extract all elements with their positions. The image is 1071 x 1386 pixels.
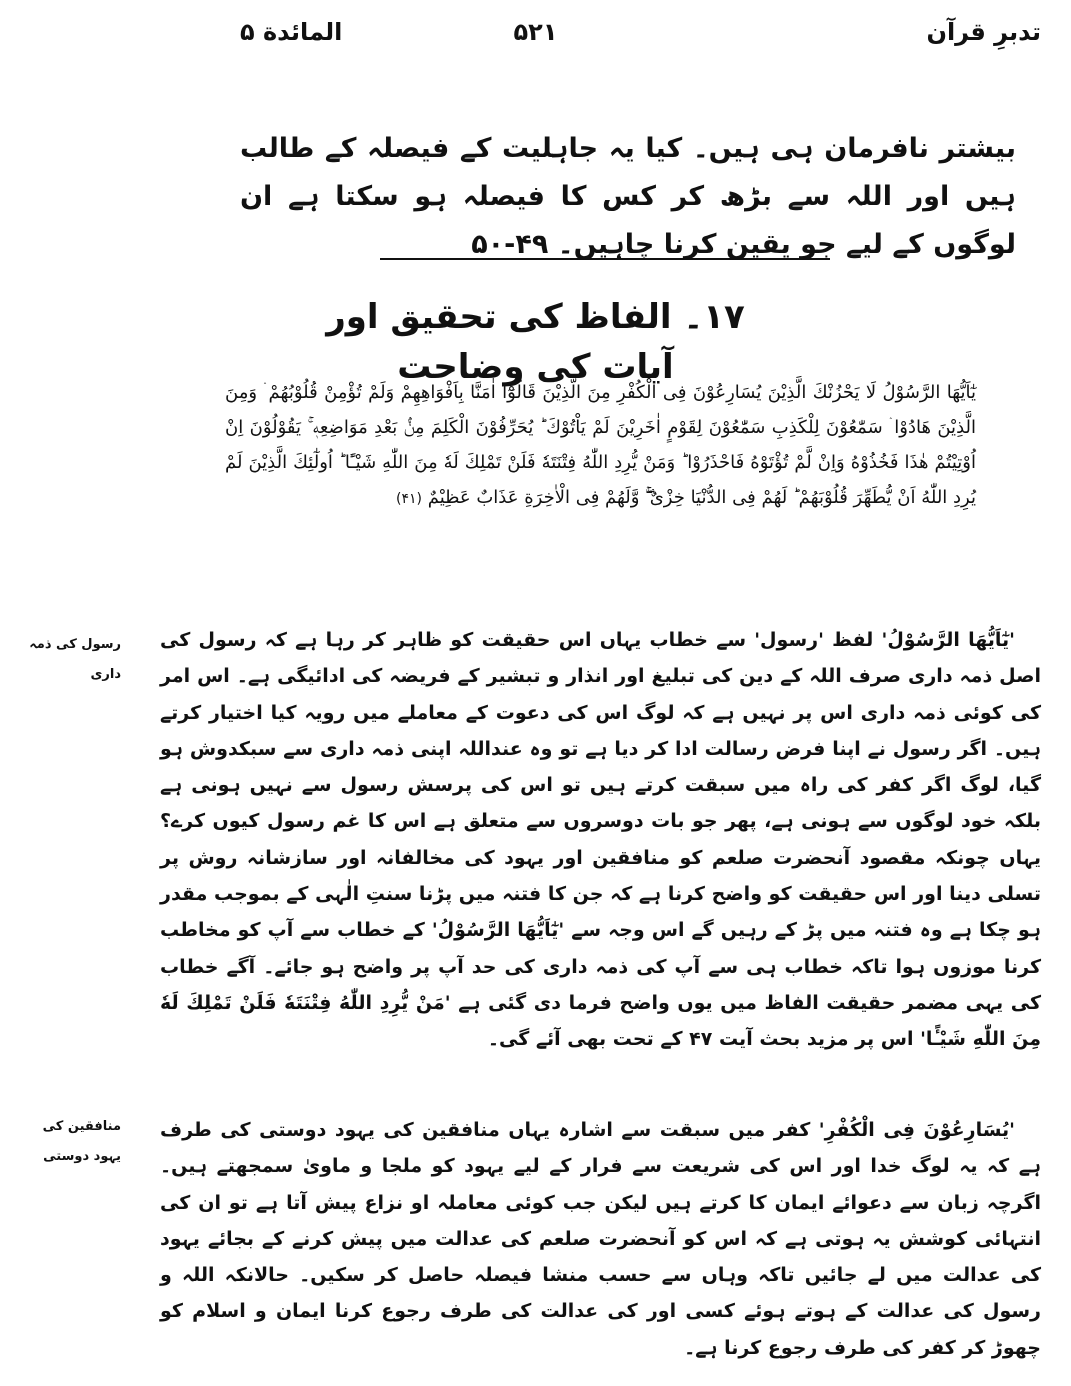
intro-text: بیشتر نافرمان ہی ہیں۔ کیا یہ جاہلیت کے فیصلہ کے طالب ہیں اور اللہ سے بڑھ کر کس کا فیصلہ ہو سکتا ہے ان لوگوں کے لیے جو یقین کرنا چاہیں۔ ۴۹-۵۰ <box>240 133 1016 260</box>
verse-reference: (۴۱) <box>396 491 422 507</box>
paragraph-text: 'یُسَارِعُوْنَ فِی الْكُفْرِ' کفر میں سبقت سے اشارہ یہاں منافقین کی یہود دوستی کی طرف ہے کہ یہ لوگ خدا اور اس کی شریعت سے فرار کے لیے یہود کو ملجا و ماویٰ سمجھتے ہیں۔ اگرچہ زبان سے دعوائے ایمان کا کرتے ہیں لیکن جب کوئی معاملہ او نزاع پیش آتا ہے تو ان کی انتہائی کوشش یہ ہوتی ہے کہ اس کو آنحضرت صلعم کی عدالت میں پیش کرنے کے بجائے یہود کی عدالت میں لے جائیں تاکہ وہاں سے حسب منشا فیصلہ حاصل کر سکیں۔ حالانکہ اللہ و رسول کی عدالت کے ہوتے ہوئے کسی اور کی عدالت کی طرف رجوع کرنا ایمان و اسلام کو چھوڑ کر کفر کی طرف رجوع کرنا ہے۔ <box>160 1119 1041 1359</box>
paragraph-text: 'یٰٓاَیُّهَا الرَّسُوْلُ' لفظ 'رسول' سے خطاب یہاں اس حقیقت کو ظاہر کر رہا ہے کہ رسول کی اصل ذمہ داری صرف اللہ کے دین کی تبلیغ اور انذار و تبشیر کے فریضہ کی ادائیگی ہے۔ اس امر کی کوئی ذمہ داری اس پر نہیں ہے کہ لوگ اس کی دعوت کے معاملے میں رویہ کیا اختیار کرتے ہیں۔ اگر رسول نے اپنا فرض رسالت ادا کر دیا ہے تو وہ عنداللہ اپنی ذمہ داری سے سبکدوش ہو گیا، لوگ اگر کفر کی راہ میں سبقت کرتے ہیں تو اس کی پرسش رسول سے نہیں ہونی ہے بلکہ خود لوگوں سے ہونی ہے، پھر جو بات دوسروں سے متعلق ہے اس کا غم رسول کیوں کرے؟ یہاں چونکہ مقصود آنحضرت صلعم کو منافقین اور یہود کی مخالفانہ اور سازشانہ روش پر تسلی دینا اور اس حقیقت کو واضح کرنا ہے کہ جن کا فتنہ میں پڑنا سنتِ الٰہی کے بموجب مقدر ہو چکا ہے وہ فتنہ میں پڑ کے رہیں گے اس وجہ سے 'یٰٓاَیُّهَا الرَّسُوْلُ' کے خطاب سے آپ کو مخاطب کرنا موزوں ہوا تاکہ خطاب ہی سے آپ کی ذمہ داری کی حد آپ پر واضح ہو جائے۔ آگے خطاب کی یہی مضمر حقیقت الفاظ میں یوں واضح فرما دی گئی ہے 'مَنْ یُّرِدِ اللّٰهُ فِتْنَتَهٗ فَلَنْ تَمْلِكَ لَهٗ مِنَ اللّٰهِ شَیْـًٔا' اس پر مزید بحث آیت ۴۷ کے تحت بھی آئے گی۔ <box>160 629 1041 1051</box>
commentary-paragraph <box>160 622 1041 1058</box>
verse-text: یٰٓاَیُّهَا الرَّسُوْلُ لَا یَحْزُنْكَ الَّذِیْنَ یُسَارِعُوْنَ فِی الْكُفْرِ مِنَ الَّذِیْنَ قَالُوْٓا اٰمَنَّا بِاَفْوَاهِهِمْ وَلَمْ تُؤْمِنْ قُلُوْبُهُمْ ۛ وَمِنَ الَّذِیْنَ هَادُوْا ۛ سَمّٰعُوْنَ لِلْكَذِبِ سَمّٰعُوْنَ لِقَوْمٍ اٰخَرِیْنَ لَمْ یَاْتُوْكَ ؕ یُحَرِّفُوْنَ الْكَلِمَ مِنْۢ بَعْدِ مَوَاضِعِهٖ ۚ یَقُوْلُوْنَ اِنْ اُوْتِیْتُمْ هٰذَا فَخُذُوْهُ وَاِنْ لَّمْ تُؤْتَوْهُ فَاحْذَرُوْا ؕ وَمَنْ یُّرِدِ اللّٰهُ فِتْنَتَهٗ فَلَنْ تَمْلِكَ لَهٗ مِنَ اللّٰهِ شَیْـًٔا ؕ اُولٰٓئِكَ الَّذِیْنَ لَمْ یُرِدِ اللّٰهُ اَنْ یُّطَهِّرَ قُلُوْبَهُمْ ؕ لَهُمْ فِی الدُّنْیَا خِزْیٌ ۚۖ وَّلَهُمْ فِی الْاٰخِرَةِ عَذَابٌ عَظِیْمٌ <box>225 382 976 508</box>
page-header <box>0 18 1071 58</box>
surah-name: المائدة ۵ <box>240 18 343 46</box>
book-title: تدبرِ قرآن <box>926 18 1041 46</box>
quran-verse <box>225 375 976 517</box>
section-title: ۱۷۔ الفاظ کی تحقیق اور آیات کی وضاحت <box>326 297 745 387</box>
page-number: ۵۲۱ <box>513 18 558 46</box>
commentary-paragraph <box>160 1112 1041 1366</box>
section-divider <box>380 258 830 260</box>
margin-note: رسول کی ذمہ داری <box>29 637 121 682</box>
margin-note: منافقین کی یہود دوستی <box>42 1119 121 1164</box>
